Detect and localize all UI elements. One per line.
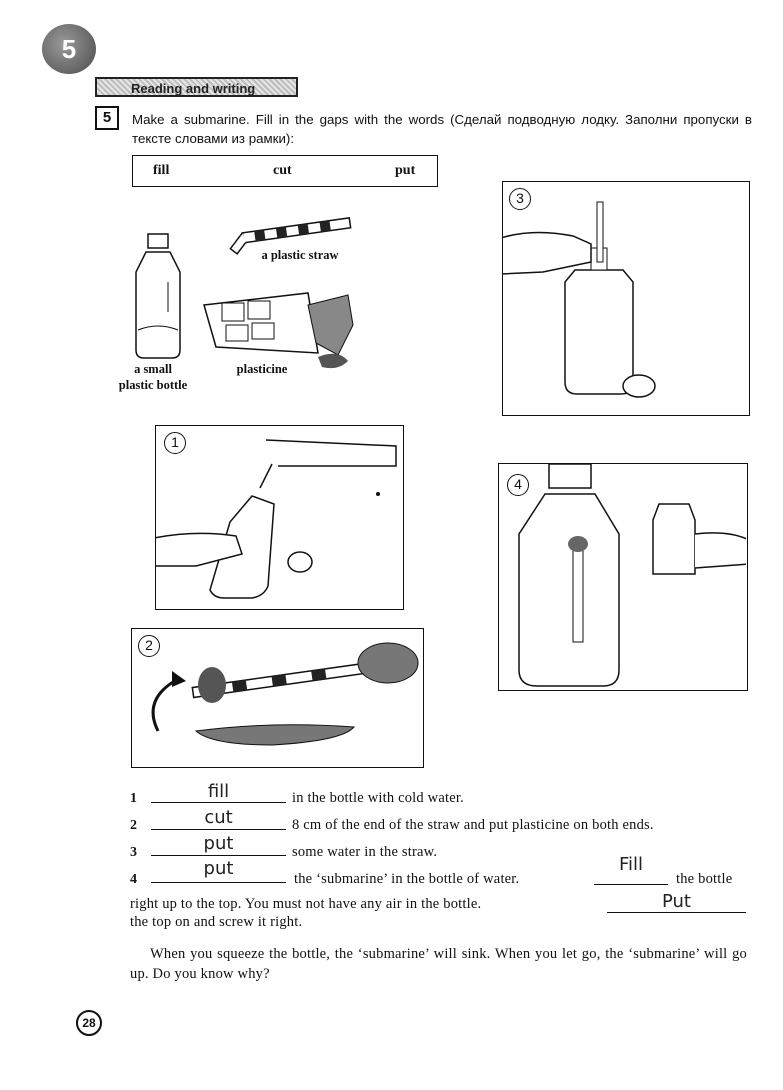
- exercise-number: 5: [95, 106, 119, 130]
- straw-caption: a plastic straw: [261, 248, 339, 262]
- plastic-bottle-illustration: [128, 232, 188, 362]
- bottle-caption: [105, 361, 201, 393]
- gap-answer-4[interactable]: [151, 858, 286, 883]
- step-2-illustration: [131, 628, 424, 768]
- line-text: the bottle: [676, 871, 733, 887]
- word-box-item: fill: [153, 163, 170, 178]
- word-box-item: put: [395, 163, 416, 178]
- step-number: 1: [164, 432, 186, 454]
- plasticine-caption: plasticine: [236, 362, 288, 376]
- word-box-item: cut: [273, 163, 292, 178]
- handwritten-answer: Put: [661, 891, 691, 912]
- gap-answer-1[interactable]: [151, 781, 286, 803]
- handwritten-answer: put: [203, 858, 234, 879]
- word-box: [132, 155, 438, 187]
- step-number: 2: [138, 635, 160, 657]
- line-text: some water in the straw.: [292, 844, 438, 860]
- line-text: 8 cm of the end of the straw and put plasticine on both ends.: [292, 817, 654, 833]
- step-number: 3: [509, 188, 531, 210]
- line-text: in the bottle with cold water.: [292, 790, 464, 806]
- exercise-instruction: Make a submarine. Fill in the gaps with the words (Сделай подводную лодку. Заполни пропуски в тексте словами из рамки):: [132, 112, 752, 146]
- step-1-illustration: [155, 425, 404, 610]
- line-number: 2: [130, 818, 137, 833]
- section-title: Reading and writing: [95, 77, 298, 97]
- handwritten-answer: cut: [204, 807, 233, 828]
- bottle-caption-line: a small: [134, 362, 172, 376]
- handwritten-answer: fill: [207, 781, 230, 802]
- continuation-text: the top on and screw it right.: [130, 914, 303, 930]
- closing-paragraph: When you squeeze the bottle, the ‘submarine’ will sink. When you let go, the ‘submarine’ will go up. Do you know why?: [130, 946, 747, 982]
- line-number: 1: [130, 791, 137, 806]
- continuation-text: right up to the top. You must not have any air in the bottle.: [130, 896, 482, 912]
- handwritten-answer: put: [203, 833, 234, 854]
- gap-answer-3[interactable]: [151, 833, 286, 856]
- gap-answer-2[interactable]: [151, 807, 286, 830]
- step-3-illustration: [502, 181, 750, 416]
- gap-answer-5[interactable]: [594, 854, 668, 885]
- line-number: 4: [130, 872, 137, 887]
- page-number: 28: [76, 1010, 102, 1036]
- bottle-caption-line: plastic bottle: [118, 378, 188, 392]
- line-text: the ‘submarine’ in the bottle of water.: [294, 871, 520, 887]
- line-number: 3: [130, 845, 137, 860]
- gap-answer-6[interactable]: [607, 891, 746, 913]
- unit-badge: 5: [42, 24, 96, 74]
- step-number: 4: [507, 474, 529, 496]
- step-4-illustration: [498, 463, 748, 691]
- handwritten-answer: Fill: [618, 854, 644, 875]
